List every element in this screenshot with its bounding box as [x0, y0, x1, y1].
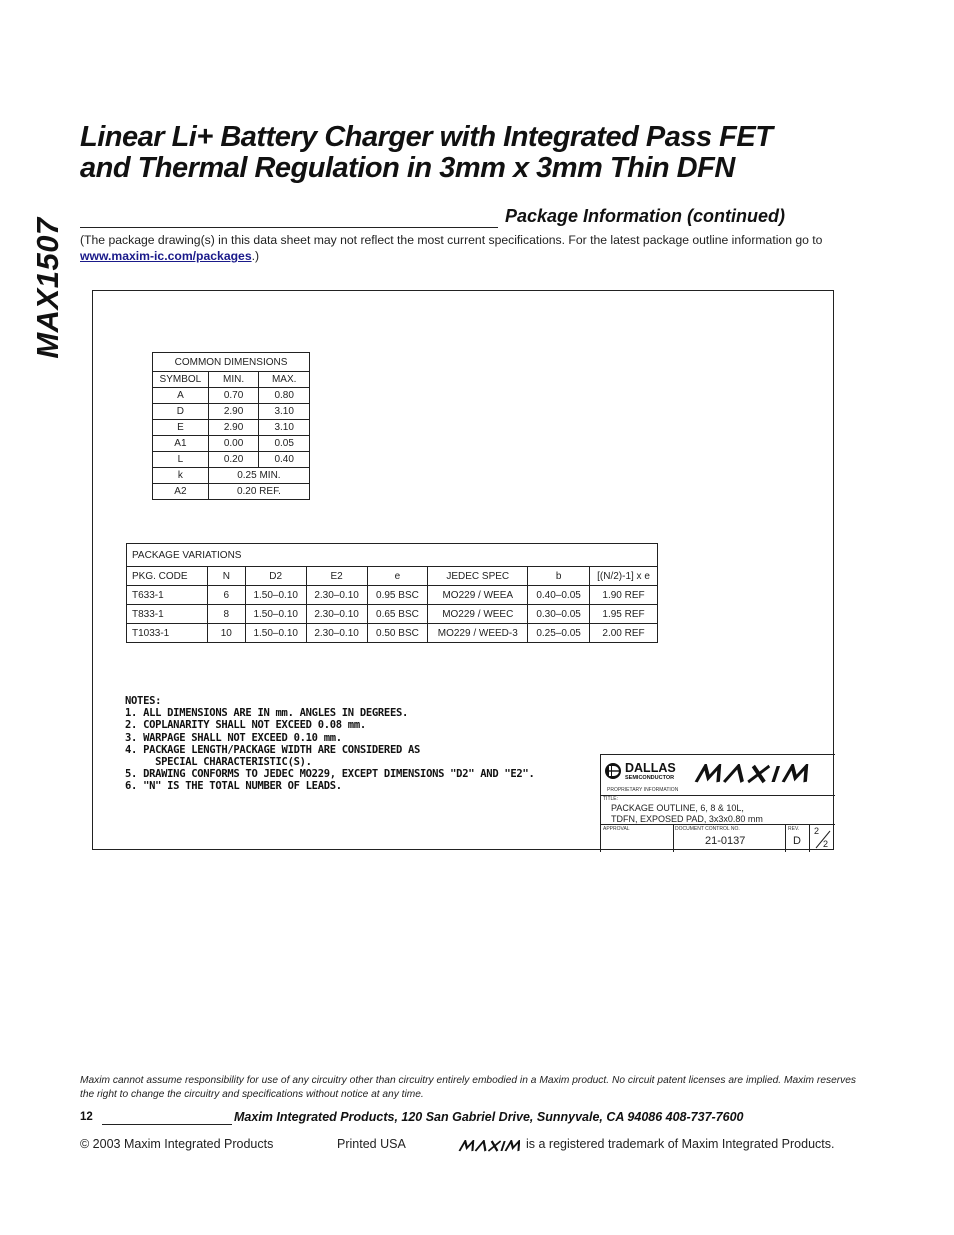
drawing-title-block [600, 754, 835, 852]
trademark-notice: is a registered trademark of Maxim Integrated Products. [526, 1137, 835, 1151]
side-part-number-text: MAX1507 [30, 217, 65, 359]
table-cell: k [153, 468, 209, 484]
maxim-trademark-logo [458, 1140, 520, 1152]
company-address: Maxim Integrated Products, 120 San Gabriel Drive, Sunnyvale, CA 94086 408-737-7600 [234, 1110, 744, 1124]
table-cell: A1 [153, 436, 209, 452]
table-cell: 0.25–0.05 [528, 624, 590, 643]
title-label: TITLE: [603, 796, 619, 802]
drawing-title-line-1: PACKAGE OUTLINE, 6, 8 & 10L, [611, 803, 744, 813]
page-number: 12 [80, 1111, 93, 1123]
maxim-logo [693, 764, 830, 784]
table-row [153, 452, 310, 468]
table-cell: 1.90 REF [590, 586, 658, 605]
document-number: 21-0137 [705, 835, 746, 847]
notes-line: 2. COPLANARITY SHALL NOT EXCEED 0.08 mm. [125, 719, 366, 732]
title-block-divider [601, 795, 835, 796]
table-cell: E [153, 420, 209, 436]
packages-link[interactable]: www.maxim-ic.com/packages [80, 249, 252, 263]
table-header-row [127, 567, 658, 586]
doc-control-label: DOCUMENT CONTROL NO. [675, 826, 740, 832]
table-cell: 1.95 REF [590, 605, 658, 624]
copyright: © 2003 Maxim Integrated Products [80, 1137, 274, 1151]
revision-value: D [793, 835, 801, 847]
drawing-notes [125, 695, 534, 793]
section-rule [80, 227, 498, 228]
table-caption-row [153, 353, 310, 372]
table-cell: 0.40 [259, 452, 310, 468]
notes-line: 1. ALL DIMENSIONS ARE IN mm. ANGLES IN DEGREES. [125, 707, 409, 720]
notes-line: NOTES: [125, 695, 162, 707]
table-cell: 0.50 BSC [367, 624, 428, 643]
table-header-row [153, 372, 310, 388]
table-row [153, 420, 310, 436]
rev-label: REV. [788, 826, 800, 832]
table-cell: 3.10 [259, 404, 310, 420]
header-cell: SYMBOL [153, 372, 209, 388]
table-cell: 0.30–0.05 [528, 605, 590, 624]
page-title [80, 122, 880, 184]
notes-line: 3. WARPAGE SHALL NOT EXCEED 0.10 mm. [125, 731, 342, 744]
table-cell: 0.00 [208, 436, 259, 452]
header-cell: [(N/2)-1] x e [590, 567, 658, 586]
table-row [153, 388, 310, 404]
table-cell: 1.50–0.10 [245, 605, 306, 624]
header-cell: E2 [306, 567, 367, 586]
sheet-total: 2 [823, 839, 829, 849]
header-cell: N [207, 567, 245, 586]
table-cell: A [153, 388, 209, 404]
notes-line: 5. DRAWING CONFORMS TO JEDEC MO229, EXCEPT DIMENSIONS "D2" AND "E2". [125, 768, 535, 781]
header-cell: MAX. [259, 372, 310, 388]
title-block-divider [809, 824, 810, 852]
page-title-line-1: Linear Li+ Battery Charger with Integrated Pass FET [80, 121, 773, 153]
page-title-line-2: and Thermal Regulation in 3mm x 3mm Thin DFN [80, 152, 735, 184]
table-cell: D [153, 404, 209, 420]
table-cell: 0.20 [208, 452, 259, 468]
header-cell: JEDEC SPEC [428, 567, 528, 586]
table-cell: 0.65 BSC [367, 605, 428, 624]
table-cell: 10 [207, 624, 245, 643]
table-cell: 0.95 BSC [367, 586, 428, 605]
printed-in: Printed USA [337, 1137, 406, 1151]
header-cell: D2 [245, 567, 306, 586]
common-dimensions-table [152, 352, 310, 500]
table-cell: 0.05 [259, 436, 310, 452]
table-cell: 2.90 [208, 420, 259, 436]
table-cell: 0.25 MIN. [208, 468, 309, 484]
drawing-title [611, 803, 763, 825]
title-block-divider [673, 824, 674, 852]
notes-line: 4. PACKAGE LENGTH/PACKAGE WIDTH ARE CONSIDERED AS [125, 743, 421, 756]
table-cell: 0.80 [259, 388, 310, 404]
table-caption: COMMON DIMENSIONS [153, 353, 310, 372]
table-cell: 2.90 [208, 404, 259, 420]
header-cell: PKG. CODE [127, 567, 208, 586]
table-cell: 2.30–0.10 [306, 605, 367, 624]
drawing-title-line-2: TDFN, EXPOSED PAD, 3x3x0.80 mm [611, 814, 763, 824]
table-cell: MO229 / WEED-3 [428, 624, 528, 643]
table-row [127, 624, 658, 643]
intro-end: .) [251, 249, 260, 263]
proprietary-label: PROPRIETARY INFORMATION [607, 787, 679, 793]
intro-paragraph [80, 232, 870, 264]
table-cell: 6 [207, 586, 245, 605]
footer-rule [102, 1124, 232, 1125]
table-cell: L [153, 452, 209, 468]
table-row [153, 468, 310, 484]
header-cell: b [528, 567, 590, 586]
title-block-divider [785, 824, 786, 852]
semiconductor-wordmark: SEMICONDUCTOR [625, 775, 675, 781]
table-cell: 3.10 [259, 420, 310, 436]
table-row [127, 605, 658, 624]
table-row [153, 404, 310, 420]
table-cell: T633-1 [127, 586, 208, 605]
table-cell: 0.20 REF. [208, 484, 309, 500]
table-cell: 0.70 [208, 388, 259, 404]
table-cell: 1.50–0.10 [245, 624, 306, 643]
dallas-logo-icon [604, 762, 622, 780]
table-row [153, 484, 310, 500]
table-cell: 2.00 REF [590, 624, 658, 643]
table-cell: T1033-1 [127, 624, 208, 643]
table-cell: T833-1 [127, 605, 208, 624]
package-variations-table [126, 543, 658, 643]
table-cell: 0.40–0.05 [528, 586, 590, 605]
dallas-wordmark: DALLAS [625, 761, 676, 775]
section-heading: Package Information (continued) [505, 206, 786, 226]
table-cell: 2.30–0.10 [306, 586, 367, 605]
approval-label: APPROVAL [603, 826, 630, 832]
table-cell: MO229 / WEEA [428, 586, 528, 605]
table-caption-row [127, 544, 658, 567]
intro-text: (The package drawing(s) in this data sheet may not reflect the most current specifications. For the latest package outline information go to [80, 233, 823, 247]
table-cell: 8 [207, 605, 245, 624]
table-cell: 1.50–0.10 [245, 586, 306, 605]
table-cell: A2 [153, 484, 209, 500]
header-cell: MIN. [208, 372, 259, 388]
disclaimer: Maxim cannot assume responsibility for use of any circuitry other than circuitry entirely embodied in a Maxim product. No circuit patent licenses are implied. Maxim reserves the right to change the circuitry and specifications without notice at any time. [80, 1075, 856, 1100]
sheet-number: 2 [814, 826, 820, 836]
table-caption: PACKAGE VARIATIONS [127, 544, 658, 567]
table-row [127, 586, 658, 605]
header-cell: e [367, 567, 428, 586]
table-cell: 2.30–0.10 [306, 624, 367, 643]
table-row [153, 436, 310, 452]
notes-line: 6. "N" IS THE TOTAL NUMBER OF LEADS. [125, 780, 342, 793]
table-cell: MO229 / WEEC [428, 605, 528, 624]
notes-line: SPECIAL CHARACTERISTIC(S). [125, 756, 312, 769]
side-part-number [28, 208, 68, 368]
